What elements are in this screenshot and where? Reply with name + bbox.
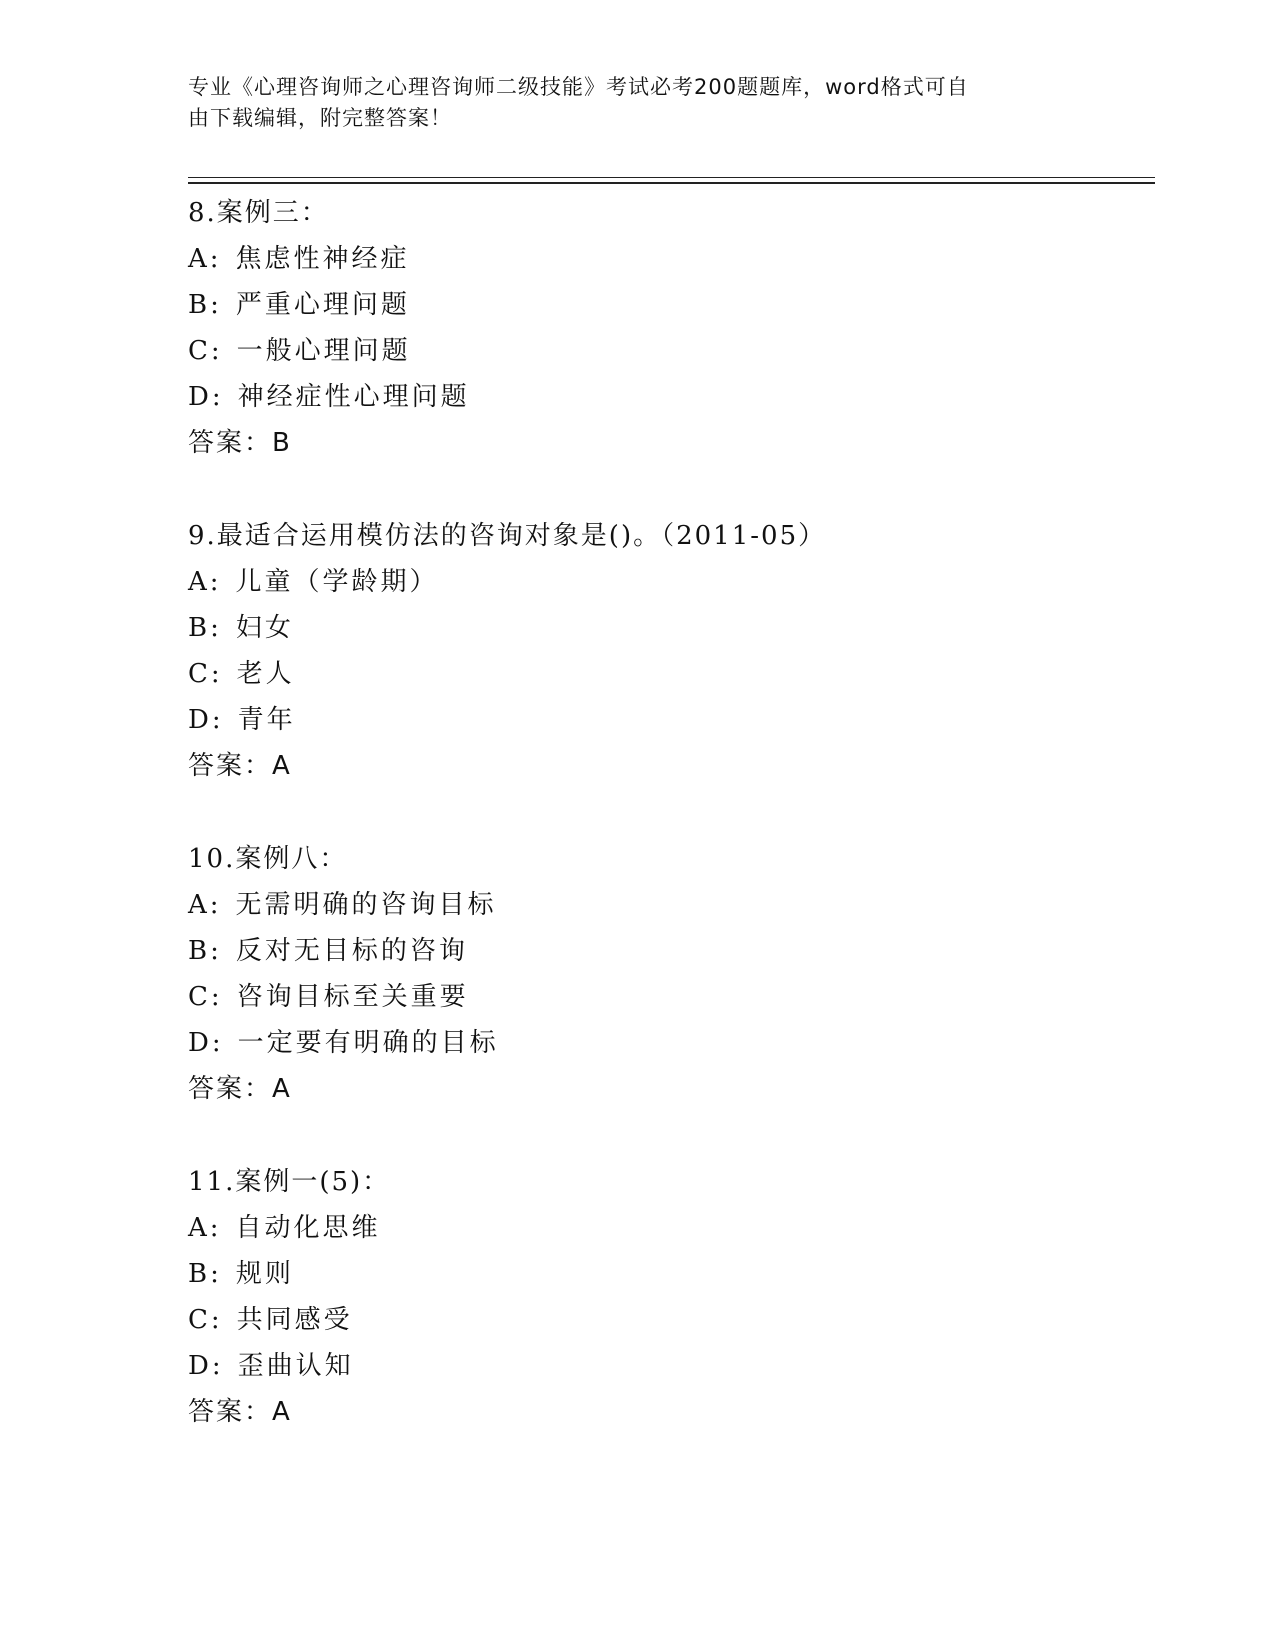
header-divider-thick (188, 182, 1155, 184)
option-c (188, 1297, 1148, 1343)
question-11 (188, 1159, 1148, 1435)
document-header (188, 72, 1068, 134)
option-key: D: (188, 1028, 224, 1058)
option-key: C: (188, 982, 223, 1012)
question-stem: 11.案例一(5)： (188, 1167, 391, 1197)
option-text: 儿童（学龄期） (235, 567, 439, 597)
option-key: C: (188, 1305, 223, 1335)
option-key: A: (188, 567, 222, 597)
option-text: 青年 (237, 705, 296, 735)
option-text: 反对无目标的咨询 (235, 936, 468, 966)
option-text: 自动化思维 (235, 1213, 381, 1243)
option-text: 无需明确的咨询目标 (235, 890, 497, 920)
option-d (188, 697, 1148, 743)
option-text: 规则 (235, 1259, 294, 1289)
question-stem: 8.案例三： (188, 198, 329, 228)
option-key: D: (188, 382, 224, 412)
option-a (188, 1205, 1148, 1251)
option-key: B: (188, 936, 222, 966)
option-key: C: (188, 336, 223, 366)
option-key: B: (188, 290, 222, 320)
answer-line: 答案：A (188, 751, 292, 781)
option-text: 妇女 (235, 613, 294, 643)
option-text: 老人 (236, 659, 295, 689)
question-list (188, 190, 1148, 1482)
question-10 (188, 836, 1148, 1112)
option-text: 严重心理问题 (235, 290, 410, 320)
answer-line: 答案：A (188, 1074, 292, 1104)
option-b (188, 1251, 1148, 1297)
option-b (188, 928, 1148, 974)
option-c (188, 974, 1148, 1020)
option-a (188, 236, 1148, 282)
option-d (188, 1020, 1148, 1066)
option-d (188, 374, 1148, 420)
header-line-1: 专业《心理咨询师之心理咨询师二级技能》考试必考200题题库，word格式可自 (188, 75, 969, 99)
option-c (188, 328, 1148, 374)
option-b (188, 282, 1148, 328)
option-text: 一定要有明确的目标 (237, 1028, 499, 1058)
question-8 (188, 190, 1148, 466)
option-key: A: (188, 1213, 222, 1243)
answer-line: 答案：A (188, 1397, 292, 1427)
question-stem: 9.最适合运用模仿法的咨询对象是()。（2011-05） (188, 521, 827, 551)
option-text: 神经症性心理问题 (237, 382, 470, 412)
option-a (188, 559, 1148, 605)
option-key: A: (188, 244, 222, 274)
header-divider-thin (188, 177, 1155, 178)
option-text: 共同感受 (236, 1305, 353, 1335)
option-text: 一般心理问题 (236, 336, 411, 366)
option-a (188, 882, 1148, 928)
option-key: D: (188, 705, 224, 735)
option-key: D: (188, 1351, 224, 1381)
question-stem: 10.案例八： (188, 844, 348, 874)
option-key: B: (188, 1259, 222, 1289)
option-b (188, 605, 1148, 651)
option-text: 咨询目标至关重要 (236, 982, 469, 1012)
option-c (188, 651, 1148, 697)
question-9 (188, 513, 1148, 789)
option-text: 焦虑性神经症 (235, 244, 410, 274)
option-text: 歪曲认知 (237, 1351, 354, 1381)
option-d (188, 1343, 1148, 1389)
answer-line: 答案：B (188, 428, 292, 458)
option-key: C: (188, 659, 223, 689)
option-key: B: (188, 613, 222, 643)
header-line-2: 由下载编辑，附完整答案！ (188, 106, 452, 130)
option-key: A: (188, 890, 222, 920)
